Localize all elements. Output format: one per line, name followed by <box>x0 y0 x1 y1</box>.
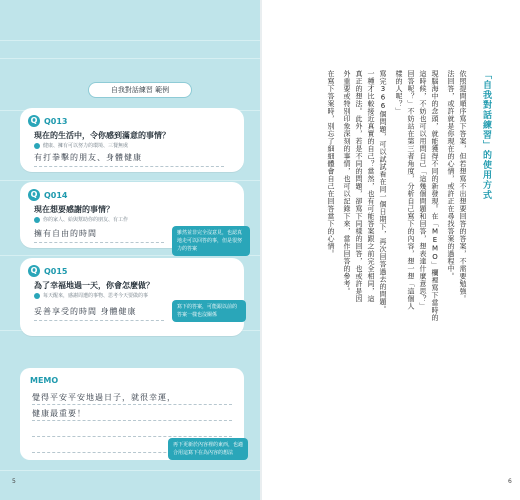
hint-icon <box>34 217 40 223</box>
memo-line-2: 健康最重要！ <box>32 409 86 418</box>
question-card-q015 <box>20 258 244 336</box>
question-tag: Q Q015 <box>28 264 68 278</box>
section-heading: 「自我對話練習」的使用方式 <box>481 70 491 200</box>
exercise-example-badge: 自我對話練習 範例 <box>88 82 192 98</box>
answer-line <box>34 320 164 321</box>
memo-rule <box>32 420 232 421</box>
body-column: 樣的人呢？」 <box>395 70 403 115</box>
body-column: 真正的想法。此外，若是不同的問題，卻寫下同樣的回答，也或許是因 <box>355 70 363 303</box>
question-tag: Q Q014 <box>28 188 68 202</box>
handwritten-answer: 擁有自由的時間 <box>34 229 97 238</box>
q-icon: Q <box>28 115 40 127</box>
memo-title: MEMO <box>30 376 59 385</box>
body-column: 現腦海中的念頭，就能獲得不同的新發現。在「MEMO」欄裡寫下當時的 <box>431 70 439 322</box>
question-hint: 你的家人、給與幫助你的朋友、有工作 <box>34 216 128 223</box>
handwritten-answer: 妥善享受的時間 身體健康 <box>34 307 137 316</box>
memo-rule <box>32 404 232 405</box>
question-title: 為了幸福地過一天，你會怎麼做？ <box>34 281 154 290</box>
hint-icon <box>34 293 40 299</box>
body-column: 法回答，或許就是你現在的心情，或許正在尋找答案的過程中。 <box>447 70 455 280</box>
body-column: 回答呢？」不妨站在第三者角度，分析自己寫下的內容，想一想「這個人 <box>407 70 415 310</box>
body-column: 一種才比較接近真實的自己？當然，也有可能答案跟之前完全相同，這 <box>367 70 375 303</box>
handwritten-answer: 有打拳擊的朋友、身體健康 <box>34 153 142 162</box>
question-tag: Q Q013 <box>28 114 68 128</box>
page-number: 6 <box>508 478 512 485</box>
memo-line-1: 覺得平安平安地過日子，就很幸運， <box>32 393 176 402</box>
comment-bubble: 雖然並非完全沒意見，也認真地走可以回答的事，但是很努力的答案 <box>172 226 250 256</box>
body-column: 這時候，不妨也可以用問自己「這幾個問題和回答，想表達什麼意思？」 <box>419 70 427 310</box>
question-title: 現在的生活中，令你感到滿意的事情？ <box>34 131 170 140</box>
answer-line <box>34 166 224 167</box>
body-column: 外重要或特別印象深刻的事情，也可以記錄下來，當作回答的參考。 <box>343 70 351 295</box>
comment-bubble: 寫下的答案，可能跟以前的答案一樣也沒關係 <box>172 300 246 322</box>
body-column: 在寫下答案時，別忘了細細體會自己在回答當下的心情。 <box>327 70 335 258</box>
question-title: 現在想要感謝的事情？ <box>34 205 114 214</box>
body-column: 依照提問順序寫下答案，但若想寫不出想要回答的答案，不需要勉強。 <box>459 70 467 303</box>
page-number: 5 <box>12 478 16 485</box>
right-page <box>262 0 520 500</box>
memo-comment-bubble: 再下更新於內容裡的東西，也適合用這寫下在為內容的想法 <box>168 438 248 460</box>
answer-line <box>34 242 164 243</box>
q-icon: Q <box>28 189 40 201</box>
question-hint: 每天醒來，感謝周遭的事物、思考今天要做的事 <box>34 292 148 299</box>
hint-icon <box>34 143 40 149</box>
question-hint: 健康、擁有可以努力的環境、三餐無虞 <box>34 142 128 149</box>
question-card-q013 <box>20 108 244 172</box>
q-icon: Q <box>28 265 40 277</box>
body-column: 寫完366個問題，可以試試看在同一個日期下，再次回答過去的問題。 <box>379 70 387 313</box>
memo-rule <box>32 436 232 437</box>
